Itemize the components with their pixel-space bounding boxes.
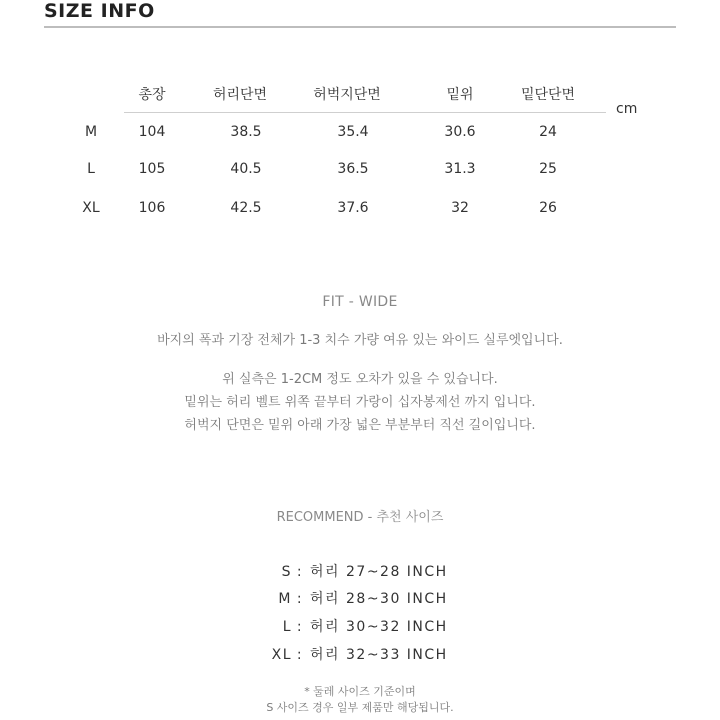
table-cell: 26 (539, 200, 557, 216)
column-header-total-length: 총장 (138, 87, 166, 103)
table-cell: 30.6 (444, 124, 476, 140)
recommend-separator: : (296, 591, 304, 607)
recommend-separator: : (296, 619, 304, 635)
rise-note: 밑위는 허리 벨트 위쪽 끝부터 가랑이 십자봉제선 까지 입니다. (184, 395, 536, 410)
column-header-rise: 밑위 (446, 87, 474, 103)
column-header-waist: 허리단면 (212, 87, 268, 103)
recommend-item-l (270, 616, 470, 638)
table-cell: 25 (539, 161, 557, 177)
row-label-xl: XL (82, 200, 100, 216)
table-cell: 106 (138, 200, 166, 216)
recommend-value: 허리 27~28 INCH (310, 564, 448, 580)
table-cell: 35.4 (337, 124, 369, 140)
table-cell: 37.6 (337, 200, 369, 216)
recommend-separator: : (296, 647, 304, 663)
column-header-hem: 밑단단면 (520, 87, 576, 103)
recommend-size: S (281, 564, 292, 580)
recommend-item-s (270, 561, 470, 583)
recommend-size: M (278, 591, 292, 607)
table-cell: 36.5 (337, 161, 369, 177)
row-label-m: M (84, 124, 98, 140)
table-cell: 31.3 (444, 161, 476, 177)
thigh-note: 허벅지 단면은 밑위 아래 가장 넓은 부분부터 직선 길이입니다. (184, 418, 536, 433)
recommend-item-xl (270, 644, 470, 666)
fit-title: FIT - WIDE (322, 294, 398, 310)
recommend-value: 허리 30~32 INCH (310, 619, 448, 635)
size-table (0, 0, 720, 240)
table-cell: 42.5 (230, 200, 262, 216)
table-cell: 32 (451, 200, 469, 216)
table-cell: 24 (539, 124, 557, 140)
recommend-item-m (270, 588, 470, 610)
measurement-note: 위 실측은 1-2CM 정도 오차가 있을 수 있습니다. (222, 372, 498, 387)
table-cell: 38.5 (230, 124, 262, 140)
row-label-l: L (87, 161, 95, 177)
page-title: SIZE INFO (44, 0, 155, 22)
fit-description: 바지의 폭과 기장 전체가 1-3 치수 가량 여유 있는 와이드 실루엣입니다. (157, 333, 563, 348)
footnote-line: S 사이즈 경우 일부 제품만 해당됩니다. (266, 701, 454, 714)
table-header-divider (124, 112, 606, 113)
recommend-size: L (282, 619, 292, 635)
unit-label: cm (616, 101, 638, 117)
table-cell: 40.5 (230, 161, 262, 177)
recommend-size: XL (271, 647, 292, 663)
recommend-value: 허리 32~33 INCH (310, 647, 448, 663)
table-cell: 104 (138, 124, 166, 140)
recommend-title: RECOMMEND - 추천 사이즈 (276, 510, 444, 525)
table-cell: 105 (138, 161, 166, 177)
footnote-line: * 둘레 사이즈 기준이며 (304, 685, 416, 698)
column-header-thigh: 허벅지단면 (313, 87, 381, 103)
recommend-value: 허리 28~30 INCH (310, 591, 448, 607)
recommend-separator: : (296, 564, 304, 580)
